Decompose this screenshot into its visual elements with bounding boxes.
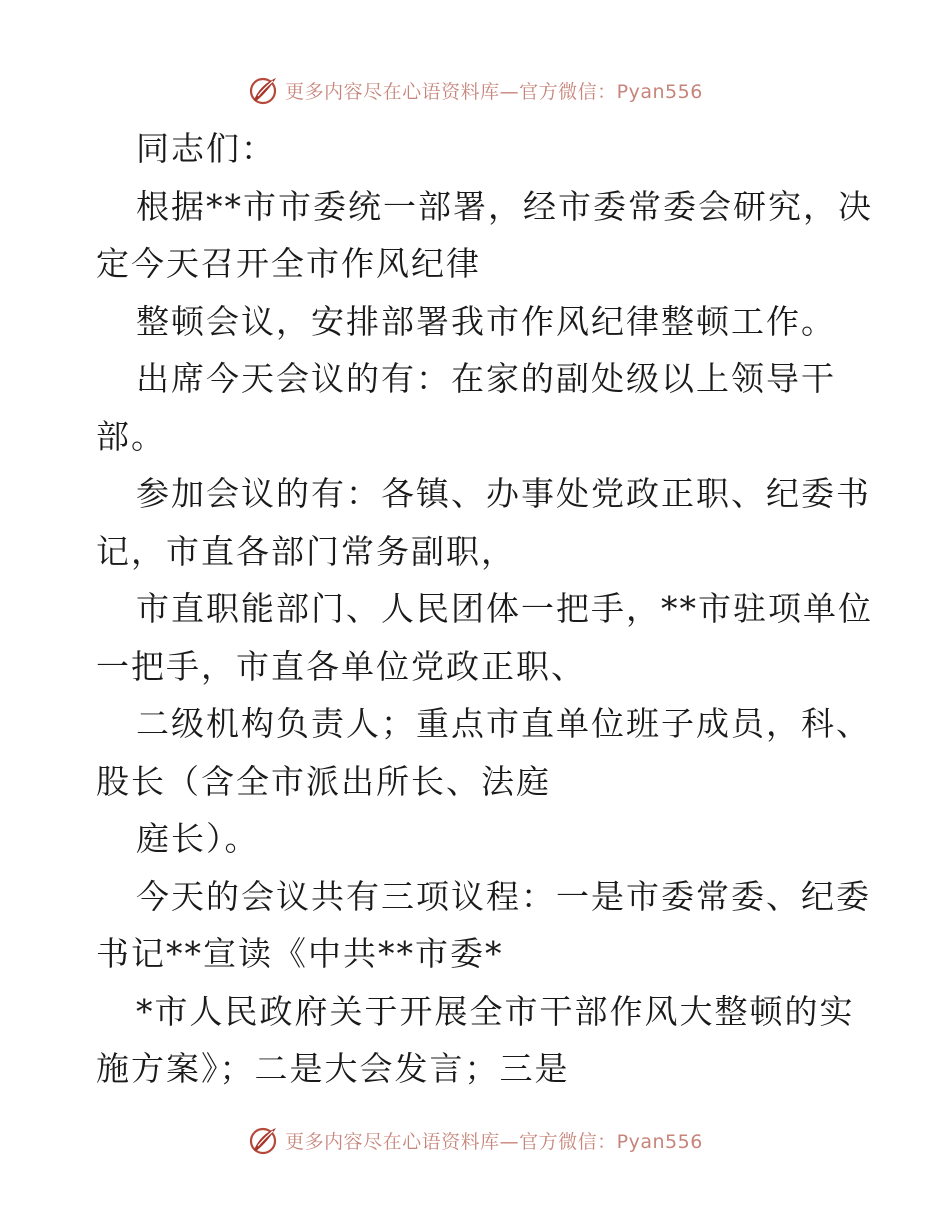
text-line: 整顿会议，安排部署我市作风纪律整顿工作。 bbox=[136, 301, 836, 341]
text-line: 庭长）。 bbox=[136, 819, 260, 858]
text-line: 股长（含全市派出所长、法庭 bbox=[96, 761, 551, 801]
watermark-text: 更多内容尽在心语资料库—官方微信：Pyan556 bbox=[285, 1130, 703, 1153]
text-line: 出席今天会议的有：在家的副处级以上领导干 bbox=[136, 359, 836, 398]
text-line: *市人民政府关于开展全市干部作风大整顿的实 bbox=[136, 991, 855, 1031]
text-line: 二级机构负责人；重点市直单位班子成员，科、 bbox=[136, 704, 871, 743]
footer-watermark bbox=[0, 1120, 950, 1160]
text-line: 部。 bbox=[96, 416, 166, 456]
text-line: 定今天召开全市作风纪律 bbox=[96, 244, 481, 283]
header-watermark bbox=[0, 70, 950, 110]
text-line: 市直职能部门、人民团体一把手，**市驻项单位 bbox=[136, 589, 873, 628]
text-line: 一把手，市直各单位党政正职、 bbox=[96, 646, 586, 686]
text-line: 同志们： bbox=[136, 129, 276, 168]
leaf-pen-logo-icon bbox=[247, 1124, 279, 1156]
watermark-text: 更多内容尽在心语资料库—官方微信：Pyan556 bbox=[285, 80, 703, 103]
text-line: 今天的会议共有三项议程：一是市委常委、纪委 bbox=[136, 876, 871, 916]
text-line: 根据**市市委统一部署，经市委常委会研究，决 bbox=[136, 186, 873, 226]
text-line: 参加会议的有：各镇、办事处党政正职、纪委书 bbox=[136, 474, 871, 513]
leaf-pen-logo-icon bbox=[247, 74, 279, 106]
document-body bbox=[96, 120, 873, 1098]
text-line: 施方案》；二是大会发言；三是 bbox=[96, 1049, 570, 1088]
text-line: 书记**宣读《中共**市委* bbox=[96, 934, 504, 973]
text-line: 记，市直各部门常务副职， bbox=[96, 531, 516, 571]
